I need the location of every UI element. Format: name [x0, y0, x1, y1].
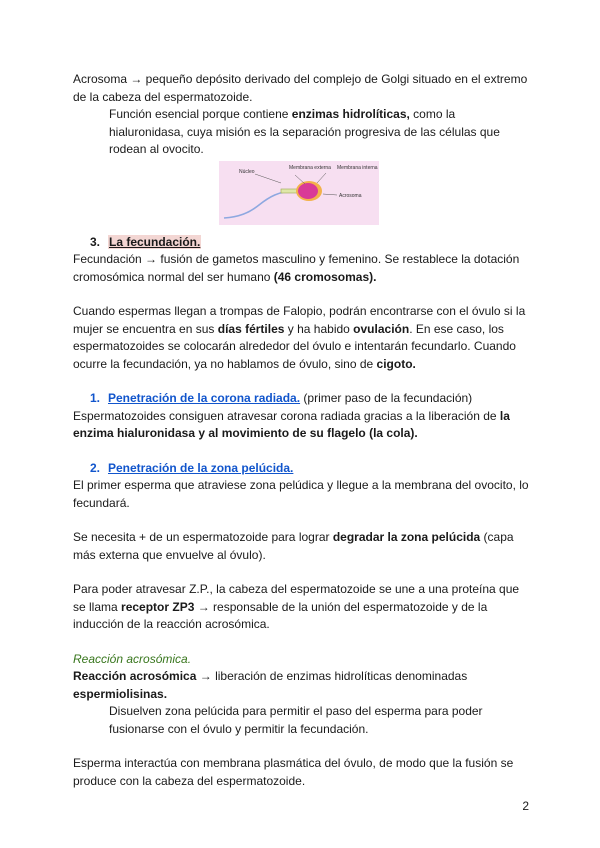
section-heading-fecundacion: 3. La fecundación. [90, 234, 201, 249]
label-nucleo: Núcleo [239, 168, 255, 175]
link-corona-radiada[interactable]: Penetración de la corona radiada. [108, 391, 301, 405]
sperm-head-nucleus [298, 183, 318, 199]
acrosoma-definition: Acrosoma → pequeño depósito derivado del complejo de Golgi situado en el extremo de la cabeza del espermatozoide. [73, 72, 528, 104]
label-membrana-externa: Membrana externa [289, 164, 331, 171]
reaccion-indent: Disuelven zona pelúcida para permitir el paso del esperma para poder fusionarse con el óvulo y permitir la fecundación. [109, 704, 483, 736]
page-number: 2 [522, 799, 529, 813]
label-acrosoma: Acrosoma [339, 192, 362, 199]
reaccion-definition: Reacción acrosómica → liberación de enzimas hidrolíticas denominadas espermiolisinas. [73, 669, 468, 701]
reaccion-final: Esperma interactúa con membrana plasmática del óvulo, de modo que la fusión se produce con la cabeza del espermatozoide. [73, 756, 514, 788]
reaccion-heading: Reacción acrosómica. [73, 651, 192, 666]
zona-pelucida-p2: Se necesita + de un espermatozoide para lograr degradar la zona pelúcida (capa más externa que envuelve al óvulo). [73, 530, 514, 562]
link-zona-pelucida[interactable]: Penetración de la zona pelúcida. [108, 460, 294, 475]
label-membrana-interna: Membrana interna [337, 164, 378, 171]
zona-pelucida-p3: Para poder atravesar Z.P., la cabeza del espermatozoide se une a una proteína que se llama receptor ZP3 → responsable de la unión del espermatozoide y de la inducción de la reacción acrosómica. [73, 582, 520, 631]
fecundacion-definition: Fecundación → fusión de gametos masculino y femenino. Se restablece la dotación cromosómica normal del ser humano (46 cromosomas). [73, 252, 520, 284]
acrosoma-function: Función esencial porque contiene enzimas hidrolíticas, como la hialuronidasa, cuya misión es la separación progresiva de las células que rodean al ovocito. [109, 107, 500, 156]
corona-radiada-text: Espermatozoides consiguen atravesar corona radiada gracias a la liberación de la enzima hialuronidasa y al movimiento de su flagelo (la cola). [73, 408, 510, 440]
sperm-diagram-svg [219, 161, 379, 225]
page-body [73, 71, 533, 790]
subheading-corona-radiada: 1. Penetración de la corona radiada. (primer paso de la fecundación) [90, 391, 473, 405]
sperm-diagram [219, 161, 379, 225]
enzimas-hidroliticas: enzimas hidrolíticas, [291, 107, 410, 121]
zona-pelucida-p1: El primer esperma que atraviese zona pelúdica y llegue a la membrana del ovocito, lo fecundará. [73, 478, 529, 510]
subheading-zona-pelucida: 2. Penetración de la zona pelúcida. [90, 460, 294, 475]
fecundacion-paragraph: Cuando espermas llegan a trompas de Falopio, podrán encontrarse con el óvulo si la mujer se encuentra en sus días fértiles y ha habido ovulación. En ese caso, los espermatozoides se colocarán alrededor del óvulo e intentarán fecundarlo. Cuando ocurre la fecundación, ya no hablamos de óvulo, sino de cigoto. [73, 304, 526, 371]
